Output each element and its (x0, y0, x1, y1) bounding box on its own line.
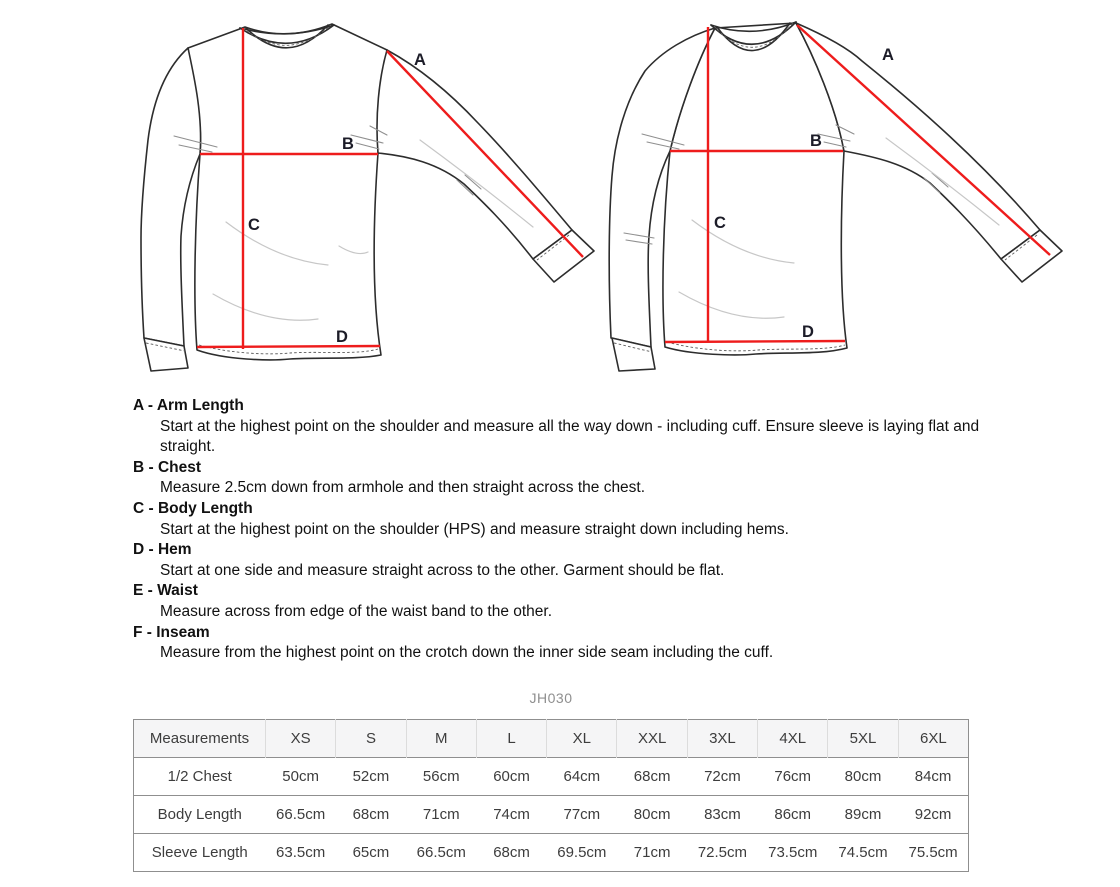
hem-line-d (197, 346, 380, 347)
label-d: D (336, 328, 348, 346)
legend-description: Measure 2.5cm down from armhole and then straight across the chest. (160, 479, 646, 497)
label-b: B (342, 135, 354, 153)
cell: 68cm (352, 805, 390, 823)
cell: 66.5cm (416, 843, 466, 861)
cell: 68cm (633, 767, 671, 785)
cell: 74cm (493, 805, 530, 823)
size-table-header-row (134, 719, 969, 757)
hem-line-d (665, 341, 845, 342)
garment-outline (609, 22, 1062, 371)
legend-item-inseam (133, 623, 1005, 664)
cell: 83cm (704, 805, 741, 823)
cell: 71cm (422, 805, 460, 823)
cell: 66.5cm (276, 805, 326, 823)
cell: 73.5cm (768, 843, 818, 861)
table-row-half-chest (134, 757, 969, 795)
column-header-xl: XL (547, 719, 617, 757)
cell: 74.5cm (838, 843, 888, 861)
garment-diagrams (0, 0, 1120, 392)
right-sleeve (377, 50, 572, 259)
label-a: A (414, 51, 426, 69)
row-label: Body Length (157, 805, 242, 823)
cell: 72cm (704, 767, 741, 785)
legend-heading: D - Hem (133, 541, 192, 559)
column-header-5xl: 5XL (828, 719, 898, 757)
column-header-s: S (336, 719, 406, 757)
cell: 76cm (774, 767, 812, 785)
column-header-measurements: Measurements (134, 719, 266, 757)
row-label: 1/2 Chest (167, 767, 232, 785)
cell: 92cm (914, 805, 952, 823)
size-table (133, 719, 969, 872)
legend-heading: C - Body Length (133, 499, 253, 517)
label-b: B (810, 132, 822, 150)
cell: 68cm (493, 843, 530, 861)
legend-description: Start at one side and measure straight across to the other. Garment should be flat. (160, 561, 725, 579)
garment-diagram-setin-sleeve (120, 8, 600, 388)
cell: 77cm (563, 805, 601, 823)
legend-heading: F - Inseam (133, 623, 210, 641)
legend-description: Start at the highest point on the shoulder (HPS) and measure straight down including hems. (160, 520, 789, 538)
label-a: A (882, 46, 894, 64)
cell: 56cm (422, 767, 460, 785)
label-c: C (714, 214, 726, 232)
cell: 52cm (352, 767, 390, 785)
cell: 63.5cm (276, 843, 326, 861)
cell: 80cm (633, 805, 671, 823)
legend-heading: B - Chest (133, 458, 202, 476)
legend-description: Start at the highest point on the shoulder and measure all the way down - including cuff. Ensure sleeve is laying flat and straight. (160, 417, 980, 456)
cell: 71cm (633, 843, 671, 861)
column-header-l: L (476, 719, 546, 757)
legend-item-hem (133, 540, 1005, 581)
cell: 69.5cm (557, 843, 607, 861)
row-label: Sleeve Length (151, 843, 248, 861)
cell: 65cm (352, 843, 390, 861)
cell: 75.5cm (908, 843, 958, 861)
legend-item-arm-length (133, 396, 1005, 458)
legend-description: Measure across from edge of the waist band to the other. (160, 602, 553, 620)
legend-description: Measure from the highest point on the crotch down the inner side seam including the cuff. (160, 644, 774, 662)
measurement-legend (133, 396, 1005, 664)
cell: 50cm (282, 767, 319, 785)
cell: 89cm (844, 805, 882, 823)
cell: 60cm (493, 767, 530, 785)
label-d: D (802, 323, 814, 341)
product-code: JH030 (529, 689, 573, 706)
cell: 84cm (914, 767, 952, 785)
legend-item-chest (133, 458, 1005, 499)
table-row-body-length (134, 795, 969, 833)
column-header-m: M (406, 719, 476, 757)
label-c: C (248, 216, 260, 234)
column-header-6xl: 6XL (898, 719, 968, 757)
legend-item-waist (133, 581, 1005, 622)
cell: 64cm (563, 767, 601, 785)
cell: 80cm (844, 767, 882, 785)
cell: 72.5cm (697, 843, 748, 861)
cell: 86cm (774, 805, 812, 823)
legend-heading: A - Arm Length (133, 397, 244, 414)
table-row-sleeve-length (134, 833, 969, 871)
column-header-xs: XS (266, 719, 336, 757)
left-sleeve (141, 48, 201, 346)
column-header-4xl: 4XL (758, 719, 828, 757)
column-header-xxl: XXL (617, 719, 687, 757)
legend-heading: E - Waist (133, 582, 198, 600)
legend-item-body-length (133, 499, 1005, 540)
column-header-3xl: 3XL (687, 719, 757, 757)
garment-diagram-raglan-sleeve (588, 8, 1068, 388)
